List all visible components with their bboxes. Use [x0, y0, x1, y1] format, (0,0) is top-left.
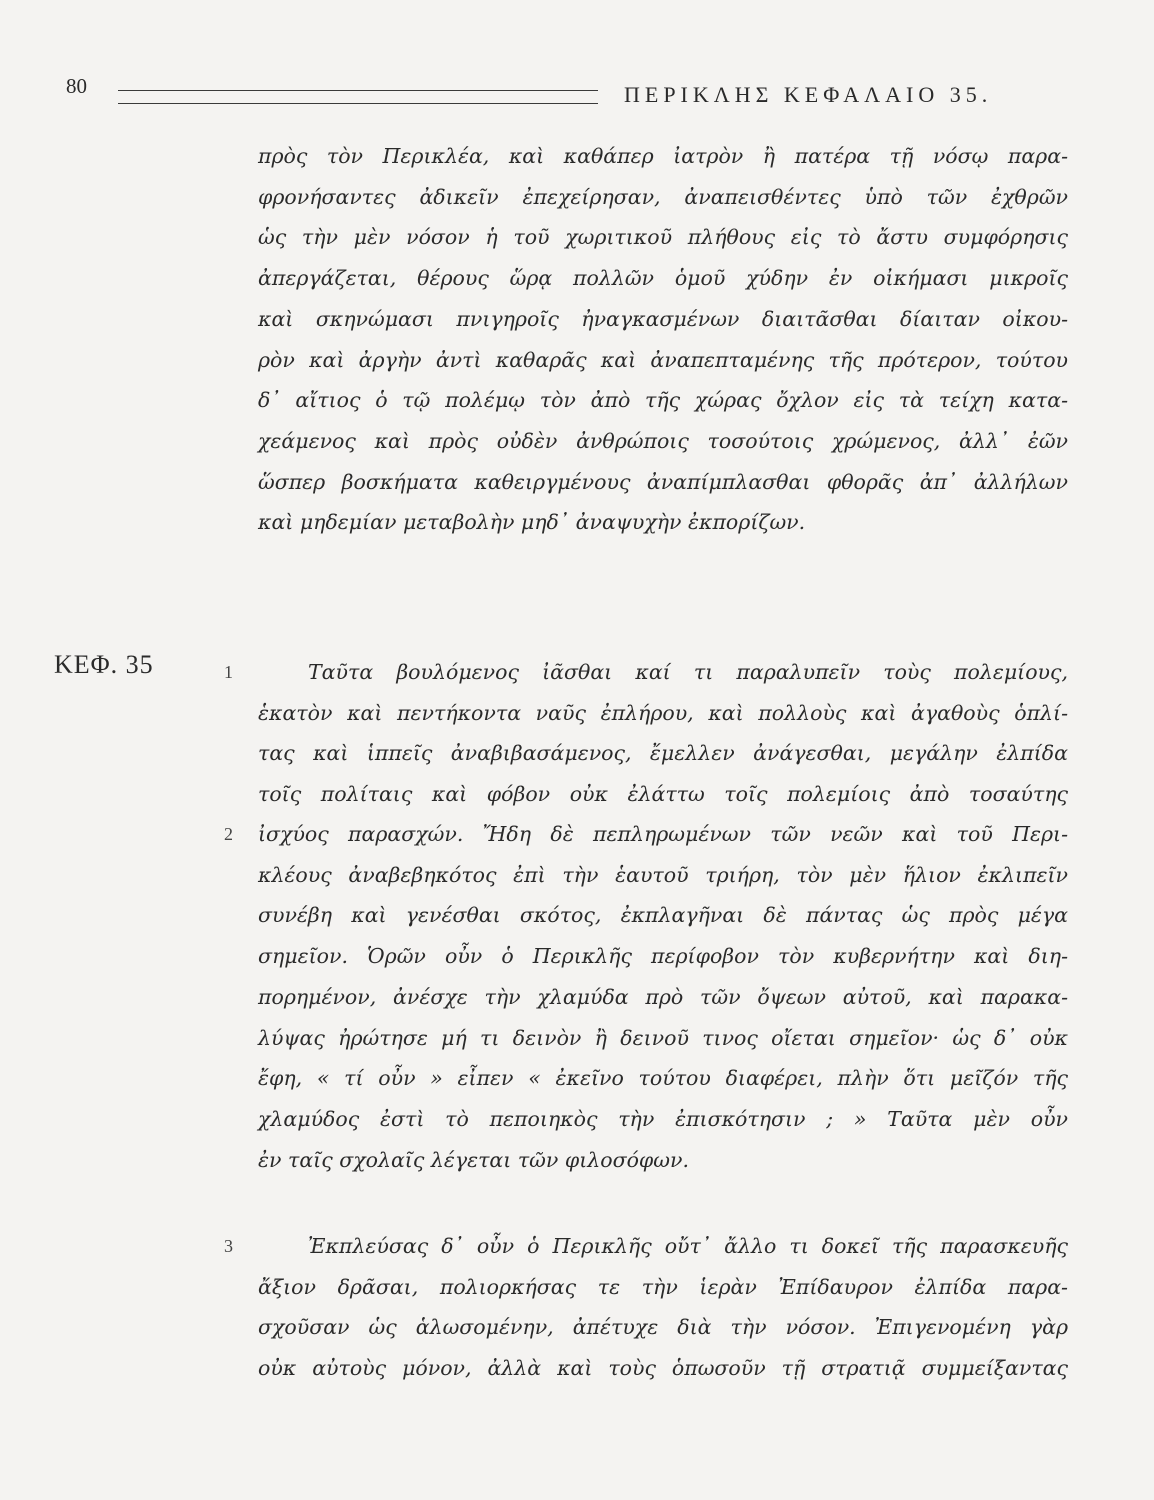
- text-line: ἀπεργάζεται, θέρους ὥρᾳ πολλῶν ὁμοῦ χύδην ἐν οἰκήμασι μικροῖς: [258, 266, 1068, 291]
- text-line: ἄξιον δρᾶσαι, πολιορκήσας τε τὴν ἱερὰν Ἐπίδαυρον ἐλπίδα παρα-: [258, 1274, 1068, 1299]
- text-line: πρὸς τὸν Περικλέα, καὶ καθάπερ ἰατρὸν ἢ πατέρα τῇ νόσῳ παρα-: [258, 144, 1068, 168]
- text-line: ὥσπερ βοσκήματα καθειργμένους ἀναπίμπλασθαι φθορᾶς ἀπ᾿ ἀλλήλων: [258, 469, 1068, 494]
- text-line: ὡς τὴν μὲν νόσον ἡ τοῦ χωριτικοῦ πλήθους εἰς τὸ ἄστυ συμφόρησις: [258, 225, 1068, 250]
- text-line: τας καὶ ἱππεῖς ἀναβιβασάμενος, ἔμελλεν ἀνάγεσθαι, μεγάλην ἐλπίδα: [258, 741, 1068, 766]
- section-1-text: [258, 652, 1068, 815]
- text-line: χλαμύδος ἐστὶ τὸ πεποιηκὸς τὴν ἐπισκότησιν ; » Ταῦτα μὲν οὖν: [258, 1106, 1068, 1131]
- text-line: κλέους ἀναβεβηκότος ἐπὶ τὴν ἑαυτοῦ τριήρη, τὸν μὲν ἥλιον ἐκλιπεῖν: [258, 862, 1068, 887]
- text-line: καὶ σκηνώμασι πνιγηροῖς ἠναγκασμένων διαιτᾶσθαι δίαιταν οἰκου-: [258, 306, 1068, 331]
- text-line: ἔφη, « τί οὖν » εἶπεν « ἐκεῖνο τούτου διαφέρει, πλὴν ὅτι μεῖζόν τῆς: [258, 1066, 1068, 1091]
- text-line: οὐκ αὐτοὺς μόνον, ἀλλὰ καὶ τοὺς ὁπωσοῦν τῇ στρατιᾷ συμμείξαντας: [258, 1356, 1068, 1381]
- text-line: Ἐκπλεύσας δ᾿ οὖν ὁ Περικλῆς οὔτ᾿ ἄλλο τι δοκεῖ τῆς παρασκευῆς: [308, 1234, 1068, 1258]
- section-3-text: [258, 1226, 1068, 1389]
- text-line: ρὸν καὶ ἀργὴν ἀντὶ καθαρᾶς καὶ ἀναπεπταμένης τῆς πρότερον, τούτου: [258, 347, 1068, 372]
- text-line: πορημένον, ἀνέσχε τὴν χλαμύδα πρὸ τῶν ὄψεων αὐτοῦ, καὶ παρακα-: [258, 984, 1068, 1009]
- text-line: Ταῦτα βουλόμενος ἰᾶσθαι καί τι παραλυπεῖν τοὺς πολεμίους,: [308, 660, 1068, 684]
- text-line: λύψας ἠρώτησε μή τι δεινὸν ἢ δεινοῦ τινος οἴεται σημεῖον· ὡς δ᾿ οὐκ: [258, 1025, 1068, 1050]
- running-head: ΠΕΡΙΚΛΗΣ ΚΕΦΑΛΑΙΟ 35.: [624, 82, 993, 107]
- text-line: τοῖς πολίταις καὶ φόβον οὐκ ἐλάττω τοῖς πολεμίοις ἀπὸ τοσαύτης: [258, 782, 1068, 807]
- text-line: σημεῖον. Ὁρῶν οὖν ὁ Περικλῆς περίφοβον τὸν κυβερνήτην καὶ διη-: [258, 944, 1068, 969]
- text-line: καὶ μηδεμίαν μεταβολὴν μηδ᾿ ἀναψυχὴν ἐκπορίζων.: [258, 510, 806, 535]
- page-number: 80: [66, 74, 87, 98]
- bleed-through: [64, 44, 70, 70]
- top-paragraph: [258, 136, 1068, 543]
- header-double-rule: [118, 90, 598, 104]
- text-line: φρονήσαντες ἀδικεῖν ἐπεχείρησαν, ἀναπεισθέντες ὑπὸ τῶν ἐχθρῶν: [258, 184, 1068, 209]
- text-line: δ᾿ αἴτιος ὁ τῷ πολέμῳ τὸν ἀπὸ τῆς χώρας ὄχλον εἰς τὰ τείχη κατα-: [258, 388, 1068, 413]
- section-2-text: [258, 814, 1068, 1180]
- text-line: ἑκατὸν καὶ πεντήκοντα ναῦς ἐπλήρου, καὶ πολλοὺς καὶ ἀγαθοὺς ὁπλί-: [258, 700, 1068, 725]
- section-number: 2: [224, 824, 233, 844]
- text-line: ἐν ταῖς σχολαῖς λέγεται τῶν φιλοσόφων.: [258, 1147, 689, 1172]
- text-line: σχοῦσαν ὡς ἁλωσομένην, ἀπέτυχε διὰ τὴν νόσον. Ἐπιγενομένη γὰρ: [258, 1315, 1068, 1340]
- section-number: 3: [224, 1236, 233, 1256]
- text-line: χεάμενος καὶ πρὸς οὐδὲν ἀνθρώποις τοσούτοις χρώμενος, ἀλλ᾿ ἐῶν: [258, 428, 1068, 453]
- chapter-label: ΚΕΦ. 35: [54, 650, 154, 679]
- text-line: ἰσχύος παρασχών. Ἤδη δὲ πεπληρωμένων τῶν νεῶν καὶ τοῦ Περι-: [258, 822, 1068, 846]
- section-number: 1: [224, 662, 233, 682]
- text-line: συνέβη καὶ γενέσθαι σκότος, ἐκπλαγῆναι δὲ πάντας ὡς πρὸς μέγα: [258, 903, 1068, 928]
